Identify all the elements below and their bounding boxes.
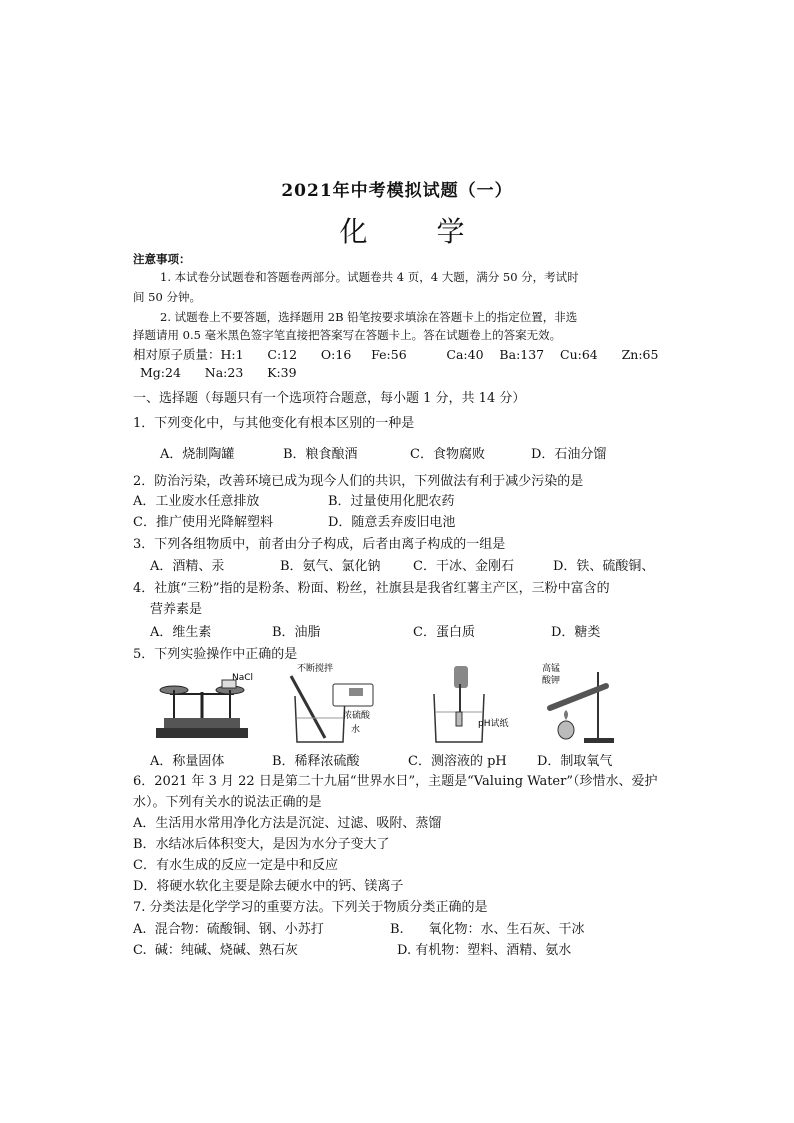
oxygen-apparatus-figure	[540, 662, 640, 746]
q3-stem: 3．下列各组物质中，前者由分子构成，后者由离子构成的一组是	[133, 537, 506, 552]
q1-option-d: D．石油分馏	[531, 447, 607, 462]
q4-option-d: D．糖类	[551, 625, 601, 640]
q6-stem-line1: 6．2021 年 3 月 22 日是第二十九届“世界水日”，主题是“Valuing Water”（珍惜水、爱护	[133, 774, 658, 789]
ph-paper	[456, 712, 462, 726]
q7-option-b: B. 氧化物：水、生石灰、干冰	[390, 922, 585, 937]
q5-option-a: A．称量固体	[150, 754, 225, 769]
q7-stem: 7. 分类法是化学学习的重要方法。下列关于物质分类正确的是	[133, 900, 488, 915]
q4-option-c: C．蛋白质	[413, 625, 475, 640]
q5-option-d: D．制取氧气	[537, 754, 613, 769]
stir-label: 不断搅拌	[297, 664, 334, 674]
notes-item1-line1: 1. 本试卷分试题卷和答题卷两部分。试题卷共 4 页，4 大题，满分 50 分，考试时	[160, 270, 579, 284]
notes-item2-line1: 2. 试题卷上不要答题，选择题用 2B 铅笔按要求填涂在答题卡上的指定位置，非选	[160, 310, 578, 324]
dilution-figure	[285, 662, 395, 746]
q2-option-c: C．推广使用光降解塑料	[133, 515, 273, 530]
q7-option-d: D. 有机物：塑料、酒精、氨水	[397, 943, 572, 958]
atomic-mass-line1: 相对原子质量：H:1 C:12 O:16 Fe:56 Ca:40 Ba:137 Cu:64 Zn:65	[133, 347, 659, 362]
q7-option-a: A. 混合物：硫酸铜、钢、小苏打	[133, 922, 324, 937]
q2-option-b: B．过量使用化肥农药	[328, 494, 455, 509]
q5-option-b: B．稀释浓硫酸	[272, 754, 360, 769]
q4-option-b: B．油脂	[272, 625, 321, 640]
kmno4-label-2: 酸钾	[542, 676, 561, 686]
atomic-mass-line2: Mg:24 Na:23 K:39	[140, 365, 297, 380]
q5-stem: 5．下列实验操作中正确的是	[133, 647, 298, 662]
q6-option-c: C．有水生成的反应一定是中和反应	[133, 858, 338, 873]
q4-stem-line2: 营养素是	[150, 602, 203, 617]
q5-option-c: C．测溶液的 pH	[408, 754, 507, 769]
balance-body	[164, 718, 240, 728]
balance-base	[156, 728, 248, 738]
q6-option-a: A．生活用水常用净化方法是沉淀、过滤、吸附、蒸馏	[133, 816, 442, 831]
q1-option-c: C．食物腐败	[410, 447, 485, 462]
exam-title: 2021年中考模拟试题（一）	[281, 181, 513, 201]
q3-option-c: C．干冰、金刚石	[413, 559, 514, 574]
q3-option-b: B．氨气、氯化钠	[280, 559, 381, 574]
q1-option-a: A．烧制陶罐	[160, 447, 235, 462]
ph-paper-label: pH试纸	[478, 719, 509, 729]
acid-label: 浓硫酸	[343, 711, 371, 721]
q6-option-b: B．水结冰后体积变大，是因为水分子变大了	[133, 837, 390, 852]
q2-option-a: A．工业废水任意排放	[133, 494, 260, 509]
q1-stem: 1．下列变化中，与其他变化有根本区别的一种是	[133, 416, 415, 431]
q6-option-d: D．将硬水软化主要是除去硬水中的钙、镁离子	[133, 879, 404, 894]
kmno4-label-1: 高锰	[542, 664, 561, 674]
subject-title: 化 学	[339, 215, 495, 248]
q6-stem-line2: 水）。下列有关水的说法正确的是	[133, 795, 322, 810]
section-heading: 一、选择题（每题只有一个选项符合题意，每小题 1 分，共 14 分）	[133, 391, 526, 406]
q3-option-a: A．酒精、汞	[150, 559, 225, 574]
notes-heading: 注意事项：	[133, 252, 191, 266]
q1-option-b: B．粮食酿酒	[283, 447, 358, 462]
q3-option-d: D．铁、硫酸铜、	[553, 559, 655, 574]
q2-stem: 2．防治污染，改善环境已成为现今人们的共识，下列做法有利于减少污染的是	[133, 474, 584, 489]
q4-stem-line1: 4．社旗“三粉”指的是粉条、粉面、粉丝，社旗县是我省红薯主产区，三粉中富含的	[133, 581, 610, 596]
water-label: 水	[351, 725, 361, 735]
nacl-label: NaCl	[232, 673, 254, 683]
q7-option-c: C. 碱：纯碱、烧碱、熟石灰	[133, 943, 298, 958]
q4-option-a: A．维生素	[150, 625, 212, 640]
alcohol-lamp	[558, 721, 574, 739]
q2-option-d: D．随意丢弃废旧电池	[328, 515, 456, 530]
ph-test-figure	[420, 664, 520, 746]
notes-item1-line2: 间 50 分钟。	[133, 290, 201, 304]
balance-scale-figure	[150, 668, 260, 744]
notes-item2-line2: 择题请用 0.5 毫米黑色签字笔直接把答案写在答题卡上。答在试题卷上的答案无效。	[133, 328, 562, 342]
